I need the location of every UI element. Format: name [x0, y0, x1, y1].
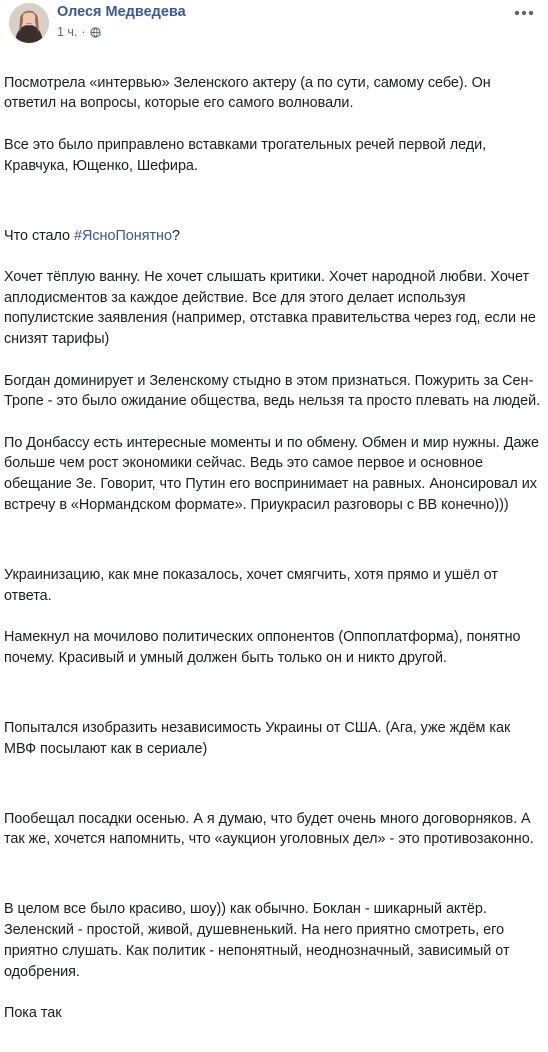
text-segment: Что стало — [4, 227, 75, 244]
text-line: Намекнул на мочилово политических оппонентов (Оппоплатформа), понятно почему. Красивый и умный должен быть только он и никто другой. — [4, 628, 521, 666]
text-line: Украинизацию, как мне показалось, хочет смягчить, хотя прямо и ушёл от ответа. — [4, 566, 498, 604]
hashtag-link[interactable]: #ЯсноПонятно — [74, 227, 172, 244]
meta-separator: · — [81, 25, 86, 39]
post-paragraph — [4, 544, 542, 689]
post-timestamp[interactable]: 1 ч. — [57, 25, 78, 39]
post-header — [0, 0, 548, 44]
text-line: Хочет тёплую ванну. Не хочет слышать критики. Хочет народной любви. Хочет аплодисментов за каждое действие. Все для этого делает используя популистские заявления (например, отставка правительства через год, если не снизят тарифы) — [4, 269, 536, 348]
post-meta — [57, 24, 101, 40]
author-name[interactable]: Олеся Медведева — [57, 4, 186, 20]
text-line: В целом все было красиво, шоу)) как обычно. Боклан - шикарный актёр. Зеленский - простой, живой, душевненький. На него приятно смотреть, его приятно слушать. Как политик - непонятный, неоднозначный, зависимый от одобрения. — [4, 901, 510, 980]
globe-icon[interactable] — [90, 27, 101, 38]
text-line: Богдан доминирует и Зеленскому стыдно в этом признаться. Пожурить за Сен-Тропе - это было ожидание общества, ведь нельзя та просто плевать на людей. — [4, 372, 541, 410]
text-line: Все это было приправлено вставками трогательных речей первой леди, Кравчука, Ющенко, Шефира. — [4, 136, 487, 174]
profile-photo-icon — [9, 3, 49, 43]
text-line — [4, 226, 542, 247]
post-paragraph — [4, 788, 542, 871]
post-paragraph — [4, 697, 542, 780]
text-line: Попытался изобразить независимость Украины от США. (Ага, уже ждём как МВФ посылают как в сериале) — [4, 719, 511, 757]
more-horizontal-icon[interactable] — [513, 6, 535, 18]
post-text — [4, 52, 542, 1052]
post-paragraph — [4, 52, 542, 197]
text-line: Пока так — [4, 1004, 62, 1021]
post-paragraph — [4, 205, 542, 536]
text-segment: ? — [171, 227, 180, 244]
author-avatar[interactable] — [9, 3, 49, 43]
text-line: Пообещал посадки осенью. А я думаю, что будет очень много договорняков. А так же, хочется напомнить, что «аукцион уголовных дел» - это противозаконно. — [4, 810, 534, 848]
post-paragraph — [4, 879, 542, 1045]
text-line: Посмотрела «интервью» Зеленского актеру (а по сути, самому себе). Он ответил на вопросы, которые его самого волновали. — [4, 74, 491, 112]
text-line: По Донбассу есть интересные моменты и по обмену. Обмен и мир нужны. Даже больше чем рост экономики сейчас. Ведь это самое первое и основное обещание Зе. Говорит, что Путин его воспринимает на равных. Анонсировал их встречу в «Нормандском формате». Приукрасил разговоры с ВВ конечно))) — [4, 434, 540, 513]
